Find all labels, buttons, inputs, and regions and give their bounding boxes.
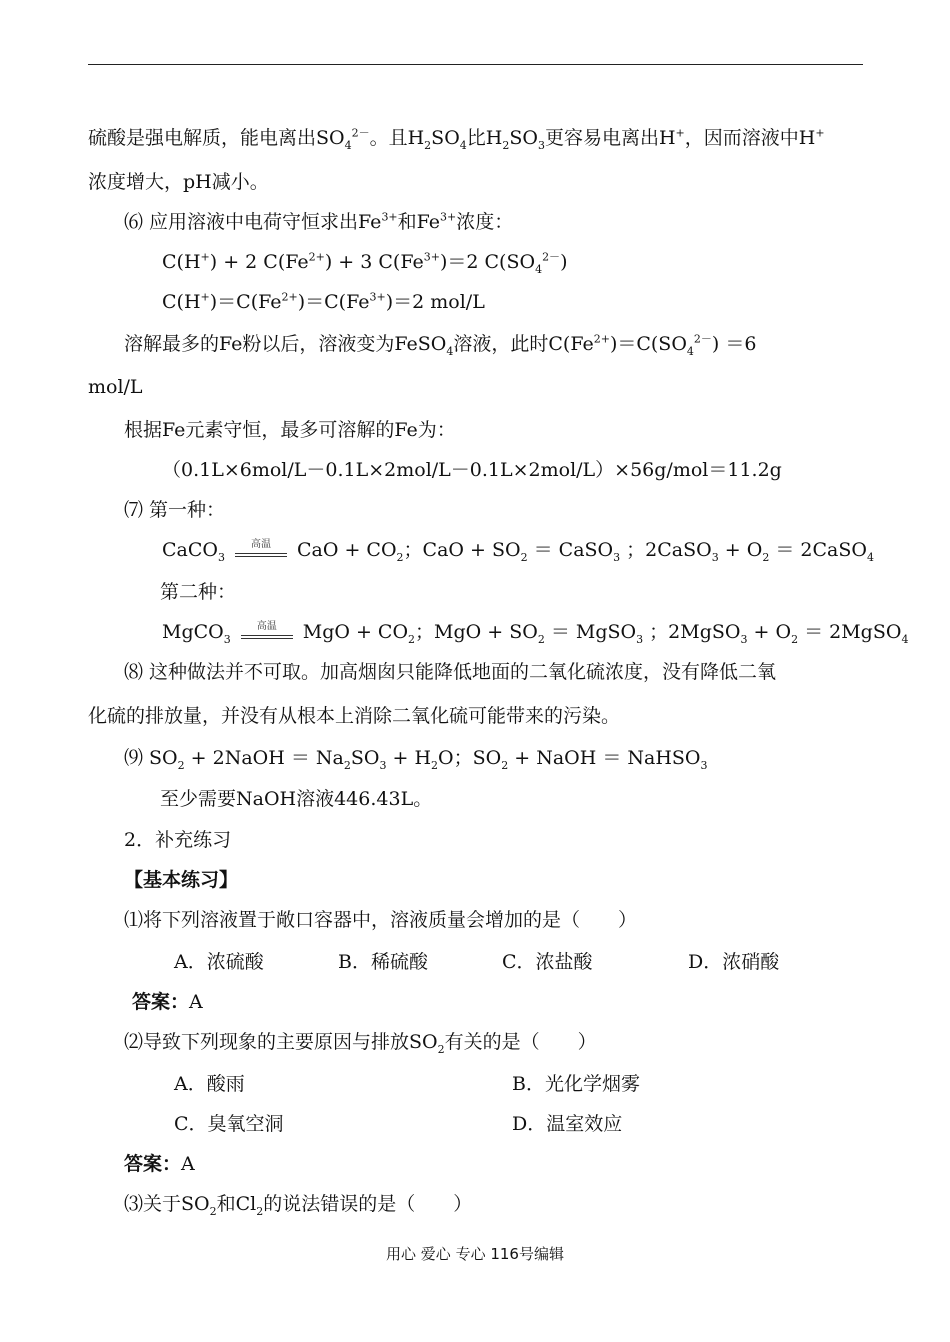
option-d: D．温室效应 — [512, 1113, 623, 1135]
text-line: 第二种： — [160, 581, 237, 603]
option-d: D．浓硝酸 — [688, 951, 780, 973]
question-text: ⑶关于$SO_2$和$Cl_2$的说法错误的是（ ） — [124, 1193, 473, 1218]
equation-line: （0.1L×6mol/L－0.1L×2mol/L－0.1L×2mol/L）×56g/mol＝11.2g — [162, 459, 782, 481]
reaction-arrow-icon: 高温 — [237, 621, 297, 645]
text-line: mol/L — [88, 376, 143, 398]
text-line: ⑺ 第一种： — [124, 499, 226, 521]
text-line: ⑹ 应用溶液中电荷守恒求出$Fe^{3+}$和$Fe^{3+}$浓度： — [124, 210, 514, 233]
text-line: 至少需要NaOH溶液446.43L。 — [160, 788, 433, 810]
answer-line: 答案：A — [124, 1153, 195, 1175]
answer-line: 答案：A — [132, 991, 203, 1013]
question-text: ⑵导致下列现象的主要原因与排放$SO_2$有关的是（ ） — [124, 1031, 597, 1056]
page-footer: 用心 爱心 专心 116号编辑 — [386, 1245, 564, 1263]
option-b: B．稀硫酸 — [338, 951, 428, 973]
option-b: B．光化学烟雾 — [512, 1073, 640, 1095]
text-line: ⑻ 这种做法并不可取。加高烟囱只能降低地面的二氧化硫浓度，没有降低二氧 — [124, 661, 777, 683]
option-a: A．浓硫酸 — [174, 951, 264, 973]
text-line: 浓度增大，pH减小。 — [88, 171, 269, 193]
equation-line: C(H+) + 2 $C(Fe^{2+}) + 3$ $C(Fe^{3+})=2$ $C(SO_4^{2-})$ — [162, 250, 568, 276]
option-c: C．浓盐酸 — [502, 951, 593, 973]
text-line: 化硫的排放量，并没有从根本上消除二氧化硫可能带来的污染。 — [88, 705, 621, 727]
text-line: 硫酸是强电解质，能电离出$SO_4^{2-}$。且$H_2SO_4$比$H_2SO_3$更容易电离出H+，因而溶液中H+ — [88, 126, 825, 152]
header-rule — [88, 64, 863, 65]
equation-line: MgCO$_3$ 高温 MgO + $CO_2$；MgO + $SO_2$ ＝ MgSO$_3$ ；2MgSO$_3$ + $O_2$ ＝ 2MgSO$_4$ — [162, 621, 909, 646]
section-heading: 【基本练习】 — [124, 869, 239, 891]
question-text: ⑴将下列溶液置于敞口容器中，溶液质量会增加的是（ ） — [124, 909, 638, 931]
option-a: A．酸雨 — [174, 1073, 245, 1095]
section-heading: 2．补充练习 — [124, 829, 232, 851]
equation-line: $C(H^+)=C(Fe^{2+})=C(Fe^{3+})=2$ mol/L — [162, 290, 485, 313]
reaction-arrow-icon: 高温 — [231, 539, 291, 563]
equation-line: ⑼ $SO_2$ + 2NaOH ＝ $Na_2SO_3 + H_2O$；$SO_2$ + NaOH ＝ NaHSO$_3$ — [124, 747, 708, 772]
option-c: C．臭氧空洞 — [174, 1113, 284, 1135]
equation-line: CaCO$_3$ 高温 CaO + $CO_2$；CaO + $SO_2$ ＝ CaSO$_3$ ；2CaSO$_3$ + $O_2$ ＝ 2CaSO$_4$ — [162, 539, 874, 564]
text-line: 溶解最多的Fe粉以后，溶液变为FeSO$_4$溶液，此时$C(Fe^{2+})=C(SO_4^{2-}) =6$ — [124, 332, 757, 358]
text-line: 根据Fe元素守恒，最多可溶解的Fe为： — [124, 419, 456, 441]
